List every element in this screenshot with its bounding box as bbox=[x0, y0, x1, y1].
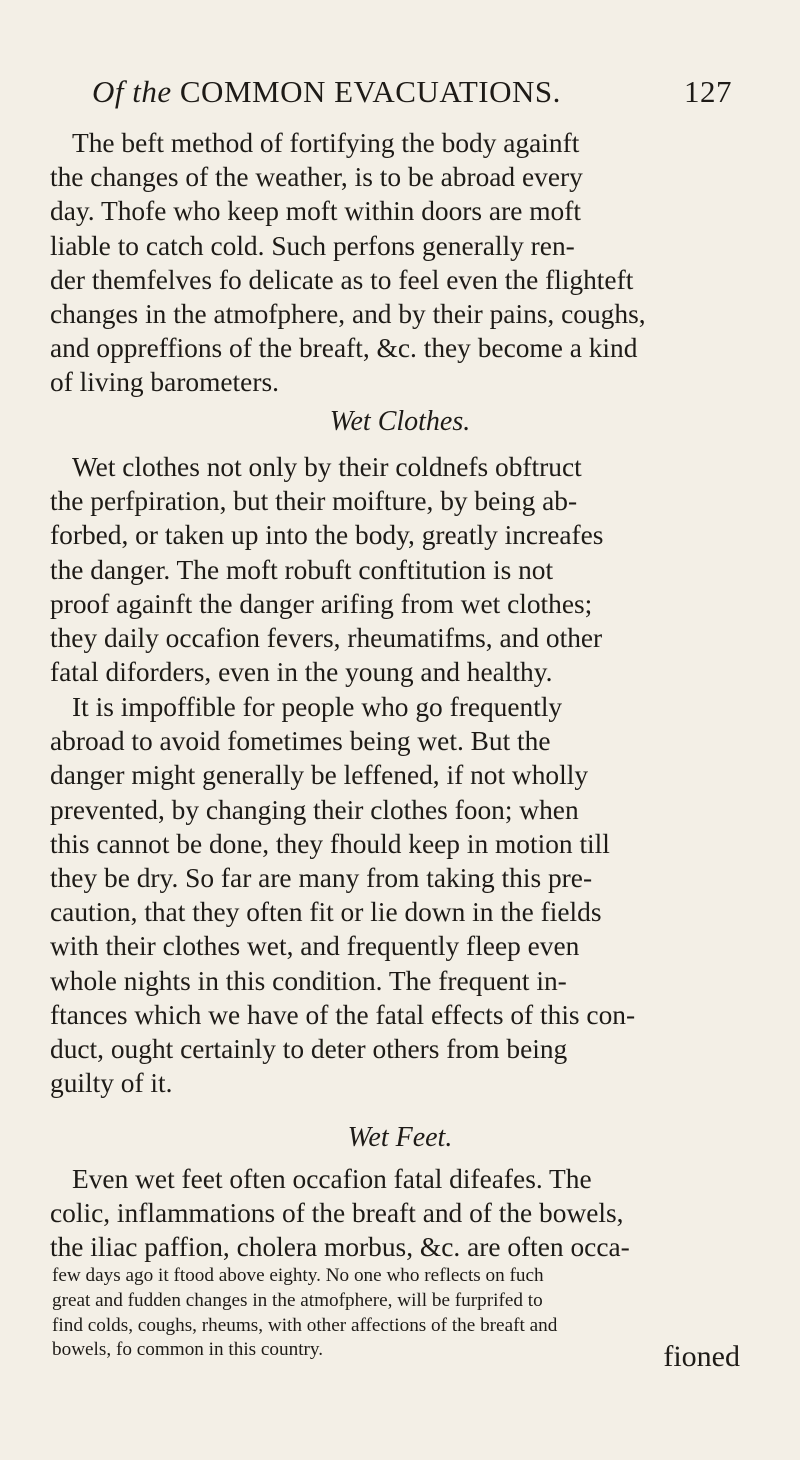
text-line: liable to catch cold. Such perfons generally ren- bbox=[50, 230, 575, 261]
text-line: changes in the atmofphere, and by their pains, coughs, bbox=[50, 299, 646, 330]
text-line: the changes of the weather, is to be abroad every bbox=[50, 162, 583, 193]
text-line: they be dry. So far are many from taking this pre- bbox=[50, 863, 593, 894]
text-line: It is impoffible for people who go frequently bbox=[72, 692, 563, 722]
text-line: this cannot be done, they fhould keep in motion till bbox=[50, 828, 610, 859]
text-line: der themfelves fo delicate as to feel even the flighteft bbox=[50, 264, 634, 295]
text-line: caution, that they often fit or lie down in the fields bbox=[50, 897, 602, 928]
text-line: prevented, by changing their clothes foon; when bbox=[50, 794, 579, 825]
text-line: abroad to avoid fometimes being wet. But the bbox=[50, 726, 551, 757]
text-line: the iliac paffion, cholera morbus, &c. are often occa- bbox=[50, 1232, 630, 1263]
text-line: forbed, or taken up into the body, greatly increafes bbox=[50, 520, 604, 551]
text-line: fatal diforders, even in the young and healthy. bbox=[50, 657, 553, 688]
paragraph-fortifying bbox=[50, 126, 740, 400]
paragraph-wet-feet bbox=[50, 1162, 740, 1265]
footnote bbox=[52, 1264, 742, 1363]
text-line: the perfpiration, but their moifture, by being ab- bbox=[50, 486, 578, 517]
text-line: proof againft the danger arifing from wet clothes; bbox=[50, 588, 593, 619]
running-header bbox=[92, 74, 732, 110]
text-line: The beft method of fortifying the body againft bbox=[72, 128, 580, 158]
header-title: COMMON EVACUATIONS. bbox=[179, 74, 561, 109]
text-line: Wet clothes not only by their coldnefs obftruct bbox=[72, 452, 582, 482]
page-number: 127 bbox=[684, 74, 732, 109]
paragraph-impossible bbox=[50, 690, 740, 1100]
text-line: and oppreffions of the breaft, &c. they become a kind bbox=[50, 333, 638, 364]
text-line: Even wet feet often occafion fatal difeafes. The bbox=[72, 1164, 592, 1194]
text-line: colic, inflammations of the breaft and of the bowels, bbox=[50, 1198, 624, 1229]
footnote-line: find colds, coughs, rheums, with other affections of the breaft and bbox=[52, 1314, 558, 1336]
header-prefix: Of the bbox=[92, 74, 172, 109]
catchword: fioned bbox=[663, 1340, 740, 1373]
paragraph-wet-clothes bbox=[50, 450, 740, 689]
text-line: with their clothes wet, and frequently fleep even bbox=[50, 931, 580, 962]
text-line: whole nights in this condition. The frequent in- bbox=[50, 965, 567, 996]
text-line: day. Thofe who keep moft within doors are moft bbox=[50, 196, 581, 227]
text-line: guilty of it. bbox=[50, 1068, 173, 1099]
footnote-line: great and fudden changes in the atmofphere, will be furprifed to bbox=[52, 1289, 543, 1311]
text-line: duct, ought certainly to deter others from being bbox=[50, 1034, 568, 1065]
section-heading-wet-clothes: Wet Clothes. bbox=[329, 406, 471, 437]
footnote-line: bowels, fo common in this country. bbox=[52, 1339, 324, 1361]
footnote-line: few days ago it ftood above eighty. No one who reflects on fuch bbox=[52, 1265, 544, 1286]
text-line: danger might generally be leffened, if not wholly bbox=[50, 760, 589, 791]
text-line: ftances which we have of the fatal effects of this con- bbox=[50, 999, 636, 1030]
text-line: they daily occafion fevers, rheumatifms, and other bbox=[50, 623, 603, 654]
text-line: of living barometers. bbox=[50, 367, 279, 398]
section-heading-wet-feet: Wet Feet. bbox=[347, 1122, 453, 1153]
text-line: the danger. The moft robuft conftitution is not bbox=[50, 554, 554, 585]
